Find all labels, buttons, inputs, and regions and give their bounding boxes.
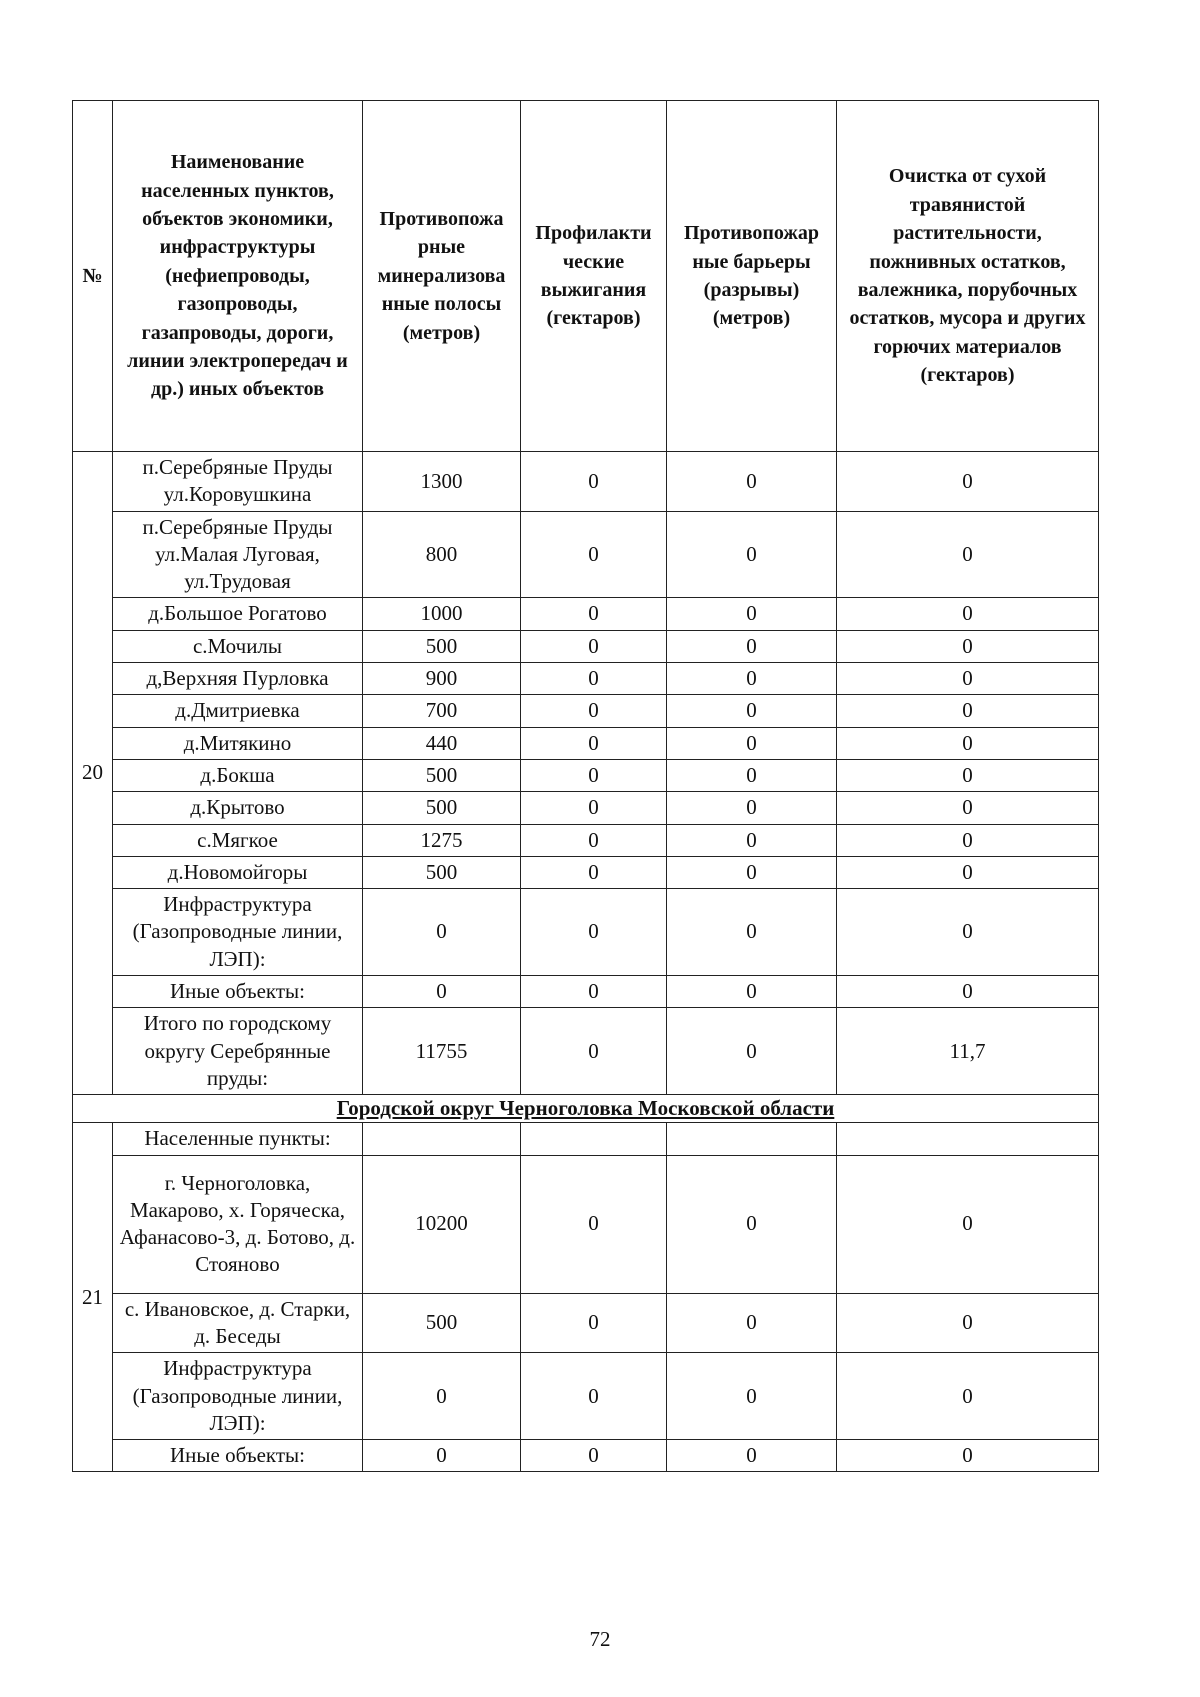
burn-value-cell: 0 <box>521 663 667 695</box>
barriers-value-cell: 0 <box>667 1440 837 1472</box>
burn-value-cell: 0 <box>521 630 667 662</box>
barriers-value-cell: 0 <box>667 1155 837 1293</box>
burn-value-cell: 0 <box>521 598 667 630</box>
mineral-value-cell: 500 <box>363 1293 521 1353</box>
settlement-name-cell: Иные объекты: <box>113 976 363 1008</box>
mineral-value-cell: 10200 <box>363 1155 521 1293</box>
cleaning-value-cell: 0 <box>837 1155 1099 1293</box>
table-row <box>73 889 1099 976</box>
table-row <box>73 1293 1099 1353</box>
mineral-value-cell: 0 <box>363 1353 521 1440</box>
subheading-row <box>73 1123 1099 1155</box>
cleaning-value-cell: 0 <box>837 695 1099 727</box>
barriers-value-cell: 0 <box>667 792 837 824</box>
cleaning-value-cell: 0 <box>837 452 1099 512</box>
settlement-name-cell: Инфраструктура (Газопроводные линии, ЛЭП): <box>113 889 363 976</box>
mineral-value-cell: 700 <box>363 695 521 727</box>
barriers-value-cell: 0 <box>667 663 837 695</box>
table-row <box>73 663 1099 695</box>
group-number-cell: 20 <box>73 452 113 1095</box>
barriers-value-cell: 0 <box>667 1008 837 1095</box>
table-row <box>73 598 1099 630</box>
burn-value-cell: 0 <box>521 792 667 824</box>
barriers-value-cell: 0 <box>667 856 837 888</box>
burn-value-cell: 0 <box>521 1440 667 1472</box>
section-title: Городской округ Черноголовка Московской области <box>73 1095 1099 1123</box>
settlement-name-cell: д.Дмитриевка <box>113 695 363 727</box>
barriers-value-cell: 0 <box>667 695 837 727</box>
table-row <box>73 1155 1099 1293</box>
table-row <box>73 1353 1099 1440</box>
header-number: № <box>73 101 113 452</box>
page-number: 72 <box>589 1627 611 1651</box>
settlement-name-cell: п.Серебряные Пруды ул.Малая Луговая, ул.Трудовая <box>113 511 363 598</box>
table-row <box>73 1440 1099 1472</box>
mineral-value-cell: 800 <box>363 511 521 598</box>
table-row <box>73 1008 1099 1095</box>
table-row <box>73 976 1099 1008</box>
settlement-name-cell: Инфраструктура (Газопроводные линии, ЛЭП): <box>113 1353 363 1440</box>
burn-value-cell: 0 <box>521 759 667 791</box>
settlement-name-cell: с. Ивановское, д. Старки, д. Беседы <box>113 1293 363 1353</box>
settlement-name-cell: п.Серебряные Пруды ул.Коровушкина <box>113 452 363 512</box>
empty-cell <box>667 1123 837 1155</box>
table-row <box>73 695 1099 727</box>
empty-cell <box>837 1123 1099 1155</box>
burn-value-cell: 0 <box>521 889 667 976</box>
settlement-name-cell: д.Крытово <box>113 792 363 824</box>
section-title-row <box>73 1095 1099 1123</box>
barriers-value-cell: 0 <box>667 889 837 976</box>
cleaning-value-cell: 0 <box>837 1440 1099 1472</box>
header-mineral-strips: Противопожа рные минерализова нные полосы (метров) <box>363 101 521 452</box>
mineral-value-cell: 1300 <box>363 452 521 512</box>
burn-value-cell: 0 <box>521 695 667 727</box>
mineral-value-cell: 1000 <box>363 598 521 630</box>
barriers-value-cell: 0 <box>667 759 837 791</box>
settlement-name-cell: д.Большое Рогатово <box>113 598 363 630</box>
settlement-name-cell: д.Новомойгоры <box>113 856 363 888</box>
burn-value-cell: 0 <box>521 976 667 1008</box>
cleaning-value-cell: 0 <box>837 976 1099 1008</box>
header-name: Наименование населенных пунктов, объектов экономики, инфраструктуры (нефиепроводы, газопроводы, газапроводы, дороги, линии электропередач и др.) иных объектов <box>113 101 363 452</box>
table-row <box>73 630 1099 662</box>
cleaning-value-cell: 11,7 <box>837 1008 1099 1095</box>
barriers-value-cell: 0 <box>667 824 837 856</box>
mineral-value-cell: 0 <box>363 1440 521 1472</box>
group-number-cell: 21 <box>73 1123 113 1472</box>
cleaning-value-cell: 0 <box>837 663 1099 695</box>
header-fire-barriers: Противопожар ные барьеры (разрывы) (метров) <box>667 101 837 452</box>
mineral-value-cell: 11755 <box>363 1008 521 1095</box>
mineral-value-cell: 0 <box>363 889 521 976</box>
settlement-name-cell: д.Бокша <box>113 759 363 791</box>
table-row <box>73 759 1099 791</box>
fire-measures-table <box>72 100 1099 1472</box>
cleaning-value-cell: 0 <box>837 1293 1099 1353</box>
settlement-name-cell: д.Митякино <box>113 727 363 759</box>
barriers-value-cell: 0 <box>667 511 837 598</box>
cleaning-value-cell: 0 <box>837 630 1099 662</box>
settlement-name-cell: с.Мочилы <box>113 630 363 662</box>
cleaning-value-cell: 0 <box>837 824 1099 856</box>
settlement-name-cell: д,Верхняя Пурловка <box>113 663 363 695</box>
burn-value-cell: 0 <box>521 856 667 888</box>
table-row <box>73 824 1099 856</box>
barriers-value-cell: 0 <box>667 452 837 512</box>
barriers-value-cell: 0 <box>667 727 837 759</box>
table-row <box>73 856 1099 888</box>
mineral-value-cell: 500 <box>363 759 521 791</box>
cleaning-value-cell: 0 <box>837 727 1099 759</box>
mineral-value-cell: 500 <box>363 630 521 662</box>
burn-value-cell: 0 <box>521 1008 667 1095</box>
burn-value-cell: 0 <box>521 511 667 598</box>
subheading-cell: Населенные пункты: <box>113 1123 363 1155</box>
settlement-name-cell: Иные объекты: <box>113 1440 363 1472</box>
settlement-name-cell: Итого по городскому округу Серебрянные пруды: <box>113 1008 363 1095</box>
cleaning-value-cell: 0 <box>837 759 1099 791</box>
mineral-value-cell: 440 <box>363 727 521 759</box>
settlement-name-cell: с.Мягкое <box>113 824 363 856</box>
burn-value-cell: 0 <box>521 1353 667 1440</box>
burn-value-cell: 0 <box>521 1155 667 1293</box>
mineral-value-cell: 0 <box>363 976 521 1008</box>
mineral-value-cell: 500 <box>363 792 521 824</box>
barriers-value-cell: 0 <box>667 1353 837 1440</box>
burn-value-cell: 0 <box>521 452 667 512</box>
burn-value-cell: 0 <box>521 824 667 856</box>
empty-cell <box>363 1123 521 1155</box>
header-cleaning: Очистка от сухой травянистой растительности, пожнивных остатков, валежника, порубочных остатков, мусора и других горючих материалов (гектаров) <box>837 101 1099 452</box>
cleaning-value-cell: 0 <box>837 792 1099 824</box>
cleaning-value-cell: 0 <box>837 598 1099 630</box>
cleaning-value-cell: 0 <box>837 856 1099 888</box>
mineral-value-cell: 900 <box>363 663 521 695</box>
cleaning-value-cell: 0 <box>837 1353 1099 1440</box>
burn-value-cell: 0 <box>521 1293 667 1353</box>
table-row <box>73 511 1099 598</box>
cleaning-value-cell: 0 <box>837 511 1099 598</box>
barriers-value-cell: 0 <box>667 976 837 1008</box>
mineral-value-cell: 1275 <box>363 824 521 856</box>
table-row <box>73 727 1099 759</box>
barriers-value-cell: 0 <box>667 598 837 630</box>
table-header-row <box>73 101 1099 452</box>
header-preventive-burning: Профилакти ческие выжигания (гектаров) <box>521 101 667 452</box>
burn-value-cell: 0 <box>521 727 667 759</box>
table-row <box>73 452 1099 512</box>
cleaning-value-cell: 0 <box>837 889 1099 976</box>
barriers-value-cell: 0 <box>667 1293 837 1353</box>
mineral-value-cell: 500 <box>363 856 521 888</box>
settlement-name-cell: г. Черноголовка, Макарово, х. Горяческа, Афанасово-3, д. Ботово, д. Стояново <box>113 1155 363 1293</box>
barriers-value-cell: 0 <box>667 630 837 662</box>
empty-cell <box>521 1123 667 1155</box>
table-row <box>73 792 1099 824</box>
